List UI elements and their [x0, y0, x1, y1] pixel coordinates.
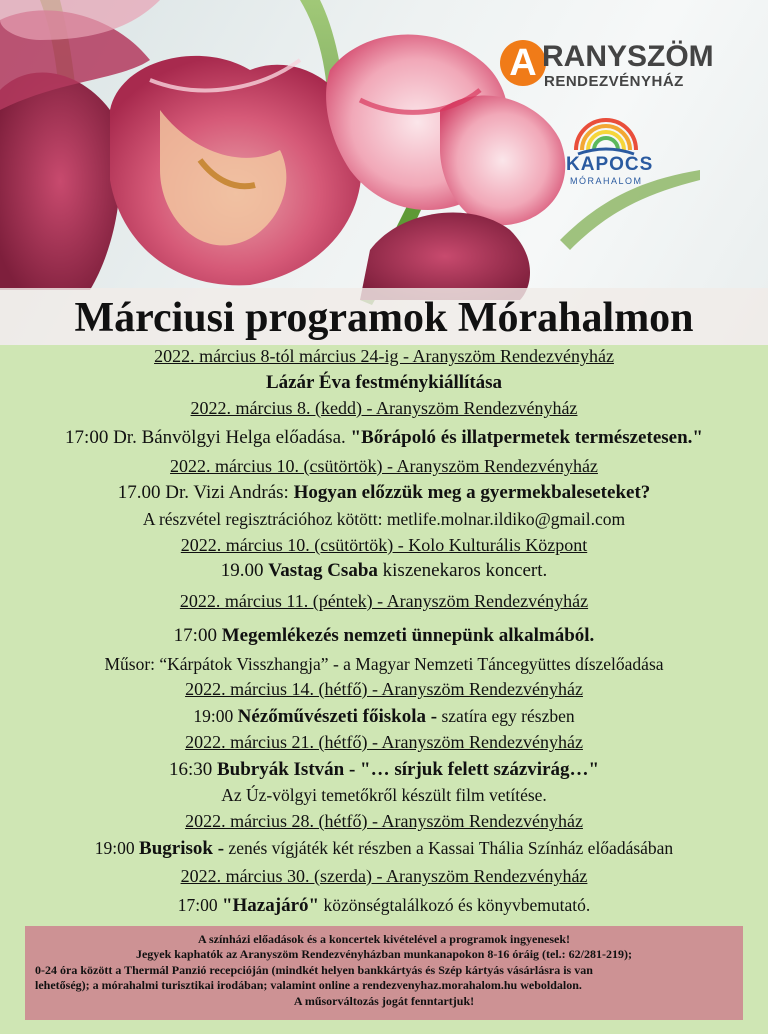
event-rest: szatíra egy részben — [437, 706, 575, 726]
event-time: 17:00 — [177, 895, 222, 915]
event-line — [0, 559, 768, 585]
event-date: 2022. március 8-tól március 24-ig - Aranyszöm Rendezvényház — [154, 346, 614, 366]
tulip-photo — [0, 0, 768, 345]
kapocs-title: KAPOCS — [566, 154, 654, 175]
event-rest: közönségtalálkozó és könyvbemutató. — [319, 895, 591, 915]
event-rest: zenés vígjáték két részben a Kassai Thália Színház előadásában — [224, 838, 674, 858]
kapocs-logo — [558, 98, 654, 190]
event-date: 2022. március 11. (péntek) - Aranyszöm Rendezvényház — [179, 591, 589, 611]
info-line: Jegyek kaphatók az Aranyszöm Rendezvényházban munkanapokon 8-16 óráig (tel.: 62/281-219); — [135, 947, 633, 962]
logo-word: RANYSZÖM — [542, 40, 714, 73]
event-line — [0, 618, 768, 653]
event-date: 2022. március 28. (hétfő) - Aranyszöm Rendezvényház — [185, 811, 583, 831]
info-line: A színházi előadások és a koncertek kivételével a programok ingyenesek! — [197, 932, 571, 946]
program-list — [0, 345, 768, 920]
event-date: 2022. március 10. (csütörtök) - Aranyszöm Rendezvényház — [170, 456, 598, 476]
info-line: A műsorváltozás jogát fenntartjuk! — [293, 993, 475, 1008]
event-rest: kiszenekaros koncert. — [377, 560, 548, 581]
event-line — [0, 420, 768, 455]
event-time: 17.00 Dr. Vizi András: — [117, 482, 294, 503]
event-title: Megemlékezés nemzeti ünnepünk alkalmából. — [221, 625, 595, 646]
event-date: 2022. március 14. (hétfő) - Aranyszöm Rendezvényház — [185, 679, 583, 699]
info-box — [25, 926, 743, 1020]
event-line — [0, 703, 768, 729]
event-time: 17:00 Dr. Bánvölgyi Helga előadása. — [65, 427, 351, 448]
event-time: 17:00 — [173, 625, 222, 646]
event-line — [0, 755, 768, 784]
event-line — [0, 890, 768, 920]
event-time: 19:00 — [94, 838, 140, 858]
event-title: Bubryák István - "… sírjuk felett százvirág…" — [216, 759, 600, 780]
event-title: "Hazajáró" — [221, 895, 320, 916]
event-time: 19.00 — [220, 560, 269, 581]
info-line: lehetőség); a mórahalmi turisztikai irodában; valamint online a rendezvenyhaz.morahalom.hu weboldalon. — [35, 978, 582, 993]
event-date: 2022. március 30. (szerda) - Aranyszöm Rendezvényház — [180, 866, 588, 886]
event-date: 2022. március 21. (hétfő) - Aranyszöm Rendezvényház — [185, 732, 583, 752]
event-date: 2022. március 8. (kedd) - Aranyszöm Rendezvényház — [190, 398, 578, 418]
info-line: 0-24 óra között a Thermál Panzió recepcióján (mindkét helyen bankkártyás és Szép kártyás vásárlásra is van — [35, 962, 593, 977]
event-title: Lázár Éva festménykiállítása — [265, 372, 503, 393]
rainbow-book-icon — [558, 98, 654, 158]
page-title: Márciusi programok Mórahalmon — [74, 295, 694, 341]
event-time: 16:30 — [168, 759, 217, 780]
event-note: A részvétel regisztrációhoz kötött: metlife.molnar.ildiko@gmail.com — [142, 509, 626, 529]
event-note: Műsor: “Kárpátok Visszhangja” - a Magyar Nemzeti Táncegyüttes díszelőadása — [104, 654, 664, 674]
event-title: Hogyan előzzük meg a gyermekbaleseteket? — [293, 482, 651, 503]
aranyszom-logo — [500, 40, 730, 92]
kapocs-subtitle: MÓRAHALOM — [570, 176, 643, 186]
event-title: "Bőrápoló és illatpermetek természetesen." — [350, 427, 703, 448]
event-line — [0, 478, 768, 508]
event-title: Bugrisok - — [139, 838, 225, 859]
event-date: 2022. március 10. (csütörtök) - Kolo Kulturális Központ — [180, 535, 588, 555]
event-note: Az Úz-völgyi temetőkről készült film vetítése. — [221, 785, 547, 805]
event-time: 19:00 — [193, 706, 238, 726]
event-line — [0, 835, 768, 862]
event-title: Vastag Csaba — [268, 560, 378, 581]
event-title: Nézőművészeti főiskola - — [237, 706, 438, 727]
logo-subtitle: RENDEZVÉNYHÁZ — [544, 73, 684, 90]
logo-letter-a: A — [500, 40, 546, 86]
